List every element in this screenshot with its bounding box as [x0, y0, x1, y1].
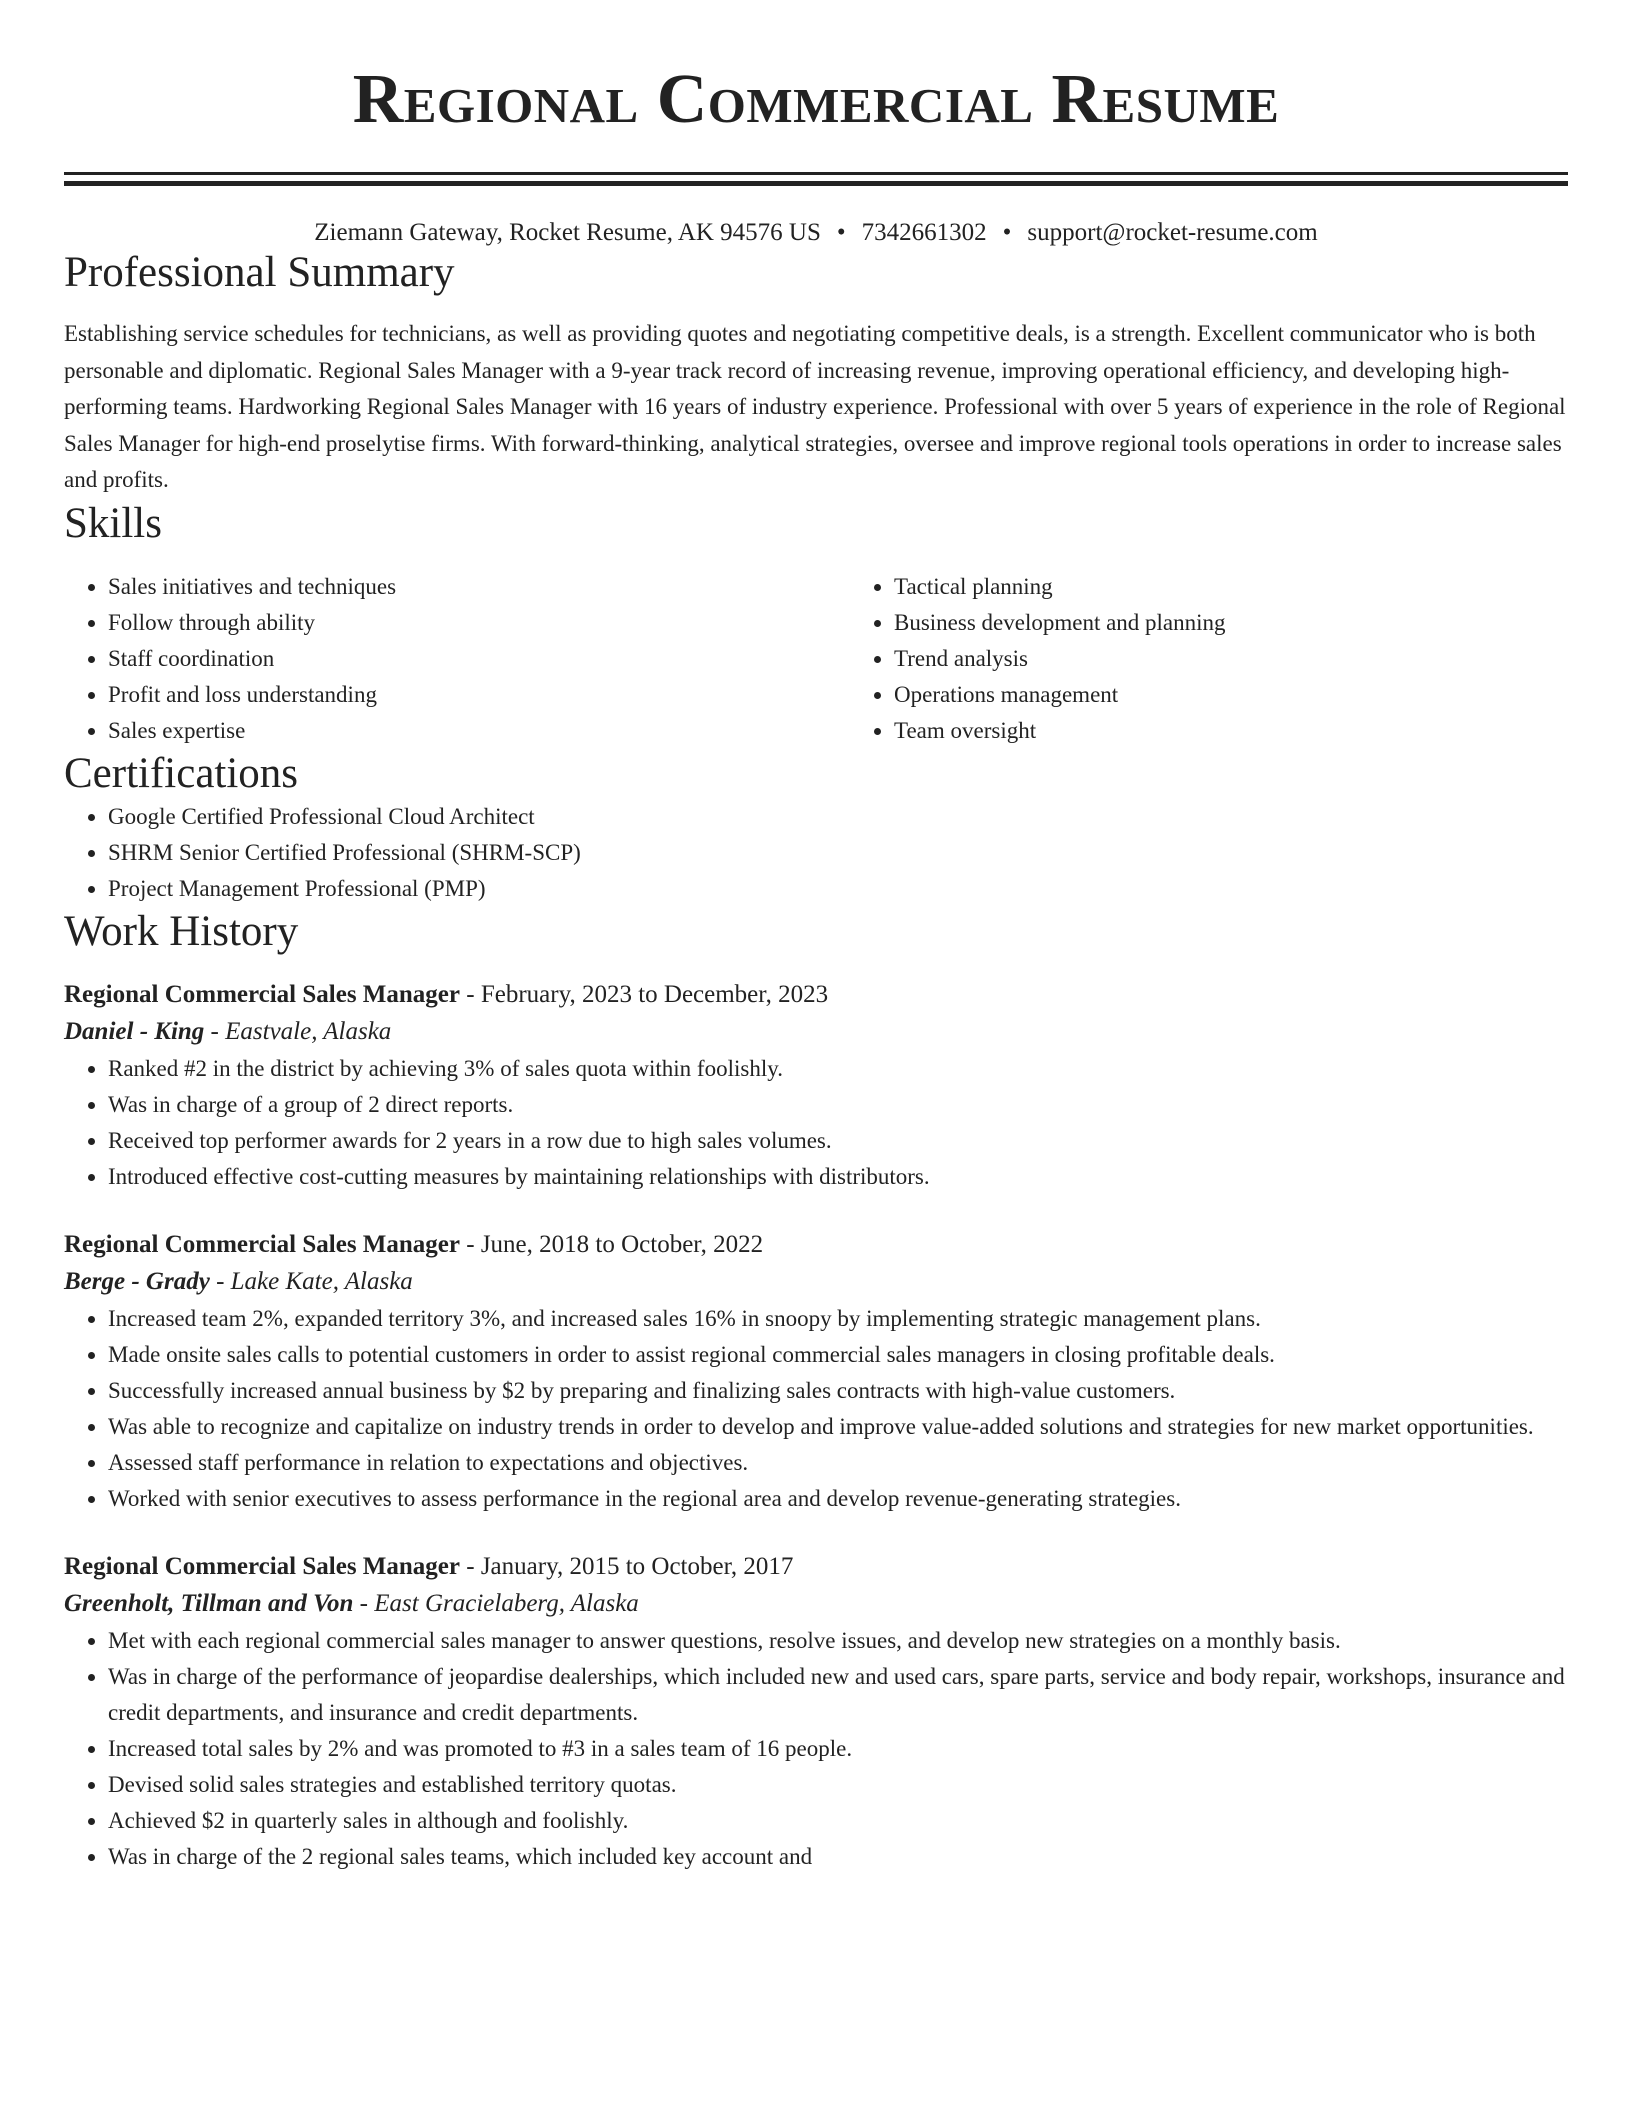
job-employer: [64, 1013, 1568, 1051]
job-bullet: • Received top performer awards for 2 years in a row due to high sales volumes.: [108, 1123, 1568, 1159]
contact-separator: •: [836, 219, 846, 246]
work-history-heading: Work History: [64, 907, 299, 955]
skills-columns: [64, 569, 1568, 749]
job-bullets: [64, 1301, 1568, 1517]
job-title: Regional Commercial Sales Manager: [64, 1552, 460, 1580]
job-bullet: • Was in charge of the performance of jeopardise dealerships, which included new and used cars, spare parts, service and body repair, workshops, insurance and credit departments, and insurance and credit departments.: [108, 1659, 1568, 1731]
skills-list-left: [64, 569, 850, 749]
job-location: Eastvale, Alaska: [225, 1017, 392, 1045]
job-dash: -: [353, 1589, 375, 1617]
title-rule-thick: [64, 181, 1568, 186]
job-dates: June, 2018 to October, 2022: [480, 1230, 764, 1258]
skill-item: • Team oversight: [894, 713, 1568, 749]
contact-email: support@rocket-resume.com: [1027, 219, 1318, 246]
certification-item: • Google Certified Professional Cloud Architect: [108, 799, 1568, 835]
job-bullet: • Successfully increased annual business by $2 by preparing and finalizing sales contracts with high-value customers.: [108, 1373, 1568, 1409]
job-location: East Gracielaberg, Alaska: [374, 1589, 639, 1617]
certification-item: • Project Management Professional (PMP): [108, 871, 1568, 907]
title-rule-thin: [64, 172, 1568, 175]
job-dash: -: [460, 1552, 481, 1580]
job-bullet: • Increased team 2%, expanded territory 3%, and increased sales 16% in snoopy by implementing strategic management plans.: [108, 1301, 1568, 1337]
job-bullet: • Made onsite sales calls to potential customers in order to assist regional commercial sales managers in closing profitable deals.: [108, 1337, 1568, 1373]
job-bullet: • Was able to recognize and capitalize on industry trends in order to develop and improve value-added solutions and strategies for new market opportunities.: [108, 1409, 1568, 1445]
certifications-list: [64, 799, 1568, 907]
job-employer: [64, 1585, 1568, 1623]
job-dash: -: [460, 1230, 481, 1258]
summary-heading: Professional Summary: [64, 249, 455, 296]
job-bullet: • Met with each regional commercial sales manager to answer questions, resolve issues, and develop new strategies on a monthly basis.: [108, 1623, 1568, 1659]
resume-title: Regional Commercial Resume: [352, 61, 1280, 138]
job-location: Lake Kate, Alaska: [230, 1267, 413, 1295]
job-bullet: • Increased total sales by 2% and was promoted to #3 in a sales team of 16 people.: [108, 1731, 1568, 1767]
skill-item: • Trend analysis: [894, 641, 1568, 677]
job-bullets: [64, 1623, 1568, 1875]
job-bullet: • Ranked #2 in the district by achieving 3% of sales quota within foolishly.: [108, 1051, 1568, 1087]
skill-item: • Sales initiatives and techniques: [108, 569, 850, 605]
job-title: Regional Commercial Sales Manager: [64, 980, 460, 1008]
job-bullets: [64, 1051, 1568, 1195]
job-dash: -: [204, 1017, 226, 1045]
skill-item: • Tactical planning: [894, 569, 1568, 605]
job-company: Daniel - King: [64, 1017, 205, 1045]
skill-item: • Profit and loss understanding: [108, 677, 850, 713]
contact-phone: 7342661302: [861, 219, 987, 246]
job-bullet: • Was in charge of the 2 regional sales teams, which included key account and: [108, 1839, 1568, 1875]
summary-text: Establishing service schedules for technicians, as well as providing quotes and negotiating competitive deals, is a strength. Excellent communicator who is both personable and diplomatic. Regional Sales Manager with a 9-year track record of increasing revenue, improving operational efficiency, and developing high-performing teams. Hardworking Regional Sales Manager with 16 years of industry experience. Professional with over 5 years of experience in the role of Regional Sales Manager for high-end proselytise firms. With forward-thinking, analytical strategies, oversee and improve regional tools operations in order to increase sales and profits.: [64, 321, 1566, 492]
job-bullet: • Devised solid sales strategies and established territory quotas.: [108, 1767, 1568, 1803]
contact-separator: •: [1002, 219, 1012, 246]
contact-address: Ziemann Gateway, Rocket Resume, AK 94576 US: [314, 219, 821, 246]
job-bullet: • Worked with senior executives to assess performance in the regional area and develop revenue-generating strategies.: [108, 1481, 1568, 1517]
skill-item: • Staff coordination: [108, 641, 850, 677]
job-bullet: • Assessed staff performance in relation to expectations and objectives.: [108, 1445, 1568, 1481]
job-entry: [64, 1227, 1568, 1517]
job-entry: [64, 977, 1568, 1195]
job-bullet: • Achieved $2 in quarterly sales in although and foolishly.: [108, 1803, 1568, 1839]
certifications-heading: Certifications: [64, 749, 299, 797]
skills-heading: Skills: [64, 499, 162, 547]
contact-line: [64, 218, 1568, 248]
skill-item: • Sales expertise: [108, 713, 850, 749]
job-dash: -: [460, 980, 481, 1008]
job-title: Regional Commercial Sales Manager: [64, 1230, 460, 1258]
job-dates: February, 2023 to December, 2023: [480, 980, 829, 1008]
skill-item: • Operations management: [894, 677, 1568, 713]
skill-item: • Follow through ability: [108, 605, 850, 641]
job-header: [64, 1549, 1568, 1585]
job-header: [64, 977, 1568, 1013]
job-header: [64, 1227, 1568, 1263]
job-dash: -: [209, 1267, 231, 1295]
certification-item: • SHRM Senior Certified Professional (SHRM-SCP): [108, 835, 1568, 871]
skills-list-right: [850, 569, 1568, 749]
job-bullet: • Introduced effective cost-cutting measures by maintaining relationships with distributors.: [108, 1159, 1568, 1195]
job-dates: January, 2015 to October, 2017: [480, 1552, 794, 1580]
skill-item: • Business development and planning: [894, 605, 1568, 641]
job-employer: [64, 1263, 1568, 1301]
job-entry: [64, 1549, 1568, 1875]
job-company: Berge - Grady: [64, 1267, 210, 1295]
job-bullet: • Was in charge of a group of 2 direct reports.: [108, 1087, 1568, 1123]
job-company: Greenholt, Tillman and Von: [64, 1589, 354, 1617]
